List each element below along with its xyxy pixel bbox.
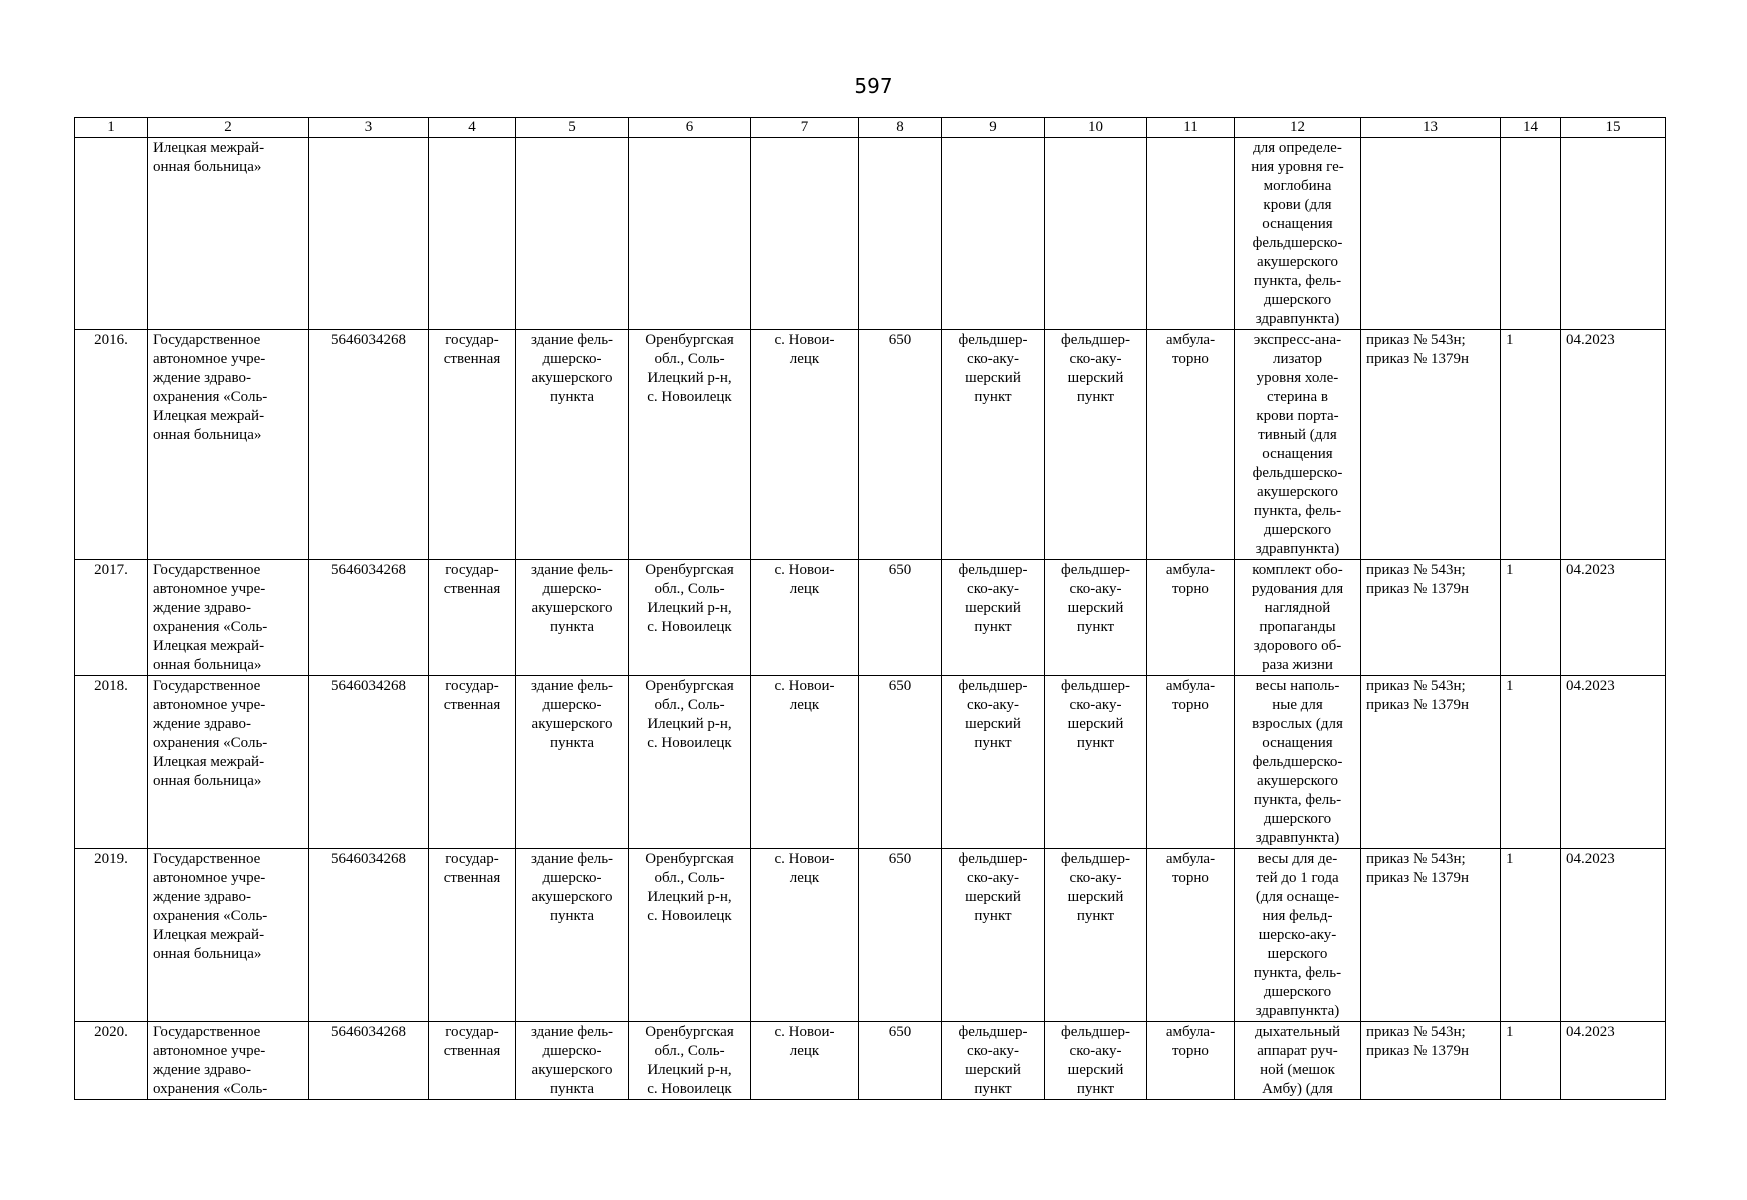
date-cell: 04.2023 — [1561, 1022, 1666, 1100]
column-number: 12 — [1235, 118, 1361, 138]
care-conditions-cell: амбула- торно — [1147, 676, 1235, 849]
equipment-name-cell: для определе- ния уровня ге- моглобина крови (для оснащения фельдшерско- акушерского пункта, фель- дшерского здравпункта) — [1235, 138, 1361, 330]
building-cell: здание фель- дшерско- акушерского пункта — [516, 560, 629, 676]
locality-cell: с. Новои- лецк — [751, 330, 859, 560]
building-cell: здание фель- дшерско- акушерского пункта — [516, 849, 629, 1022]
care-conditions-cell — [1147, 138, 1235, 330]
inn-cell — [309, 138, 429, 330]
address-cell: Оренбургская обл., Соль- Илецкий р-н, с. Новоилецк — [629, 330, 751, 560]
address-cell — [629, 138, 751, 330]
equipment-name-cell: весы для де- тей до 1 года (для оснаще- ния фельд- шерско-аку- шерского пункта, фель- дшерского здравпункта) — [1235, 849, 1361, 1022]
register-table — [74, 117, 1666, 1100]
care-conditions-cell: амбула- торно — [1147, 560, 1235, 676]
organization-name-cell: Илецкая межрай- онная больница» — [148, 138, 309, 330]
row-number-cell: 2020. — [75, 1022, 148, 1100]
row-number-cell: 2017. — [75, 560, 148, 676]
column-number: 13 — [1361, 118, 1501, 138]
inn-cell: 5646034268 — [309, 330, 429, 560]
date-cell: 04.2023 — [1561, 560, 1666, 676]
inn-cell: 5646034268 — [309, 849, 429, 1022]
ownership-form-cell: государ- ственная — [429, 676, 516, 849]
locality-cell — [751, 138, 859, 330]
column-number: 15 — [1561, 118, 1666, 138]
ownership-form-cell: государ- ственная — [429, 1022, 516, 1100]
date-cell — [1561, 138, 1666, 330]
ownership-form-cell — [429, 138, 516, 330]
quantity-cell: 1 — [1501, 1022, 1561, 1100]
row-number-cell: 2016. — [75, 330, 148, 560]
code-cell — [859, 138, 942, 330]
regulation-order-cell: приказ № 543н; приказ № 1379н — [1361, 330, 1501, 560]
organization-name-cell: Государственное автономное учре- ждение здраво- охранения «Соль- Илецкая межрай- онная больница» — [148, 676, 309, 849]
organization-name-cell: Государственное автономное учре- ждение здраво- охранения «Соль- Илецкая межрай- онная больница» — [148, 560, 309, 676]
facility-type-cell: фельдшер- ско-аку- шерский пункт — [942, 676, 1045, 849]
column-number: 5 — [516, 118, 629, 138]
code-cell: 650 — [859, 676, 942, 849]
column-number: 1 — [75, 118, 148, 138]
table-row — [75, 849, 1666, 1022]
address-cell: Оренбургская обл., Соль- Илецкий р-н, с. Новоилецк — [629, 849, 751, 1022]
regulation-order-cell: приказ № 543н; приказ № 1379н — [1361, 676, 1501, 849]
building-cell: здание фель- дшерско- акушерского пункта — [516, 676, 629, 849]
building-cell — [516, 138, 629, 330]
date-cell: 04.2023 — [1561, 849, 1666, 1022]
page-number: 597 — [854, 74, 893, 98]
regulation-order-cell: приказ № 543н; приказ № 1379н — [1361, 560, 1501, 676]
column-number: 9 — [942, 118, 1045, 138]
quantity-cell: 1 — [1501, 849, 1561, 1022]
quantity-cell — [1501, 138, 1561, 330]
locality-cell: с. Новои- лецк — [751, 1022, 859, 1100]
table-row — [75, 676, 1666, 849]
row-number-cell: 2018. — [75, 676, 148, 849]
row-number-cell — [75, 138, 148, 330]
inn-cell: 5646034268 — [309, 560, 429, 676]
regulation-order-cell: приказ № 543н; приказ № 1379н — [1361, 1022, 1501, 1100]
facility-subtype-cell: фельдшер- ско-аку- шерский пункт — [1045, 849, 1147, 1022]
code-cell: 650 — [859, 560, 942, 676]
equipment-name-cell: весы наполь- ные для взрослых (для оснащения фельдшерско- акушерского пункта, фель- дшерского здравпункта) — [1235, 676, 1361, 849]
address-cell: Оренбургская обл., Соль- Илецкий р-н, с. Новоилецк — [629, 1022, 751, 1100]
regulation-order-cell: приказ № 543н; приказ № 1379н — [1361, 849, 1501, 1022]
column-number: 14 — [1501, 118, 1561, 138]
care-conditions-cell: амбула- торно — [1147, 1022, 1235, 1100]
facility-type-cell — [942, 138, 1045, 330]
facility-subtype-cell: фельдшер- ско-аку- шерский пункт — [1045, 1022, 1147, 1100]
column-number: 4 — [429, 118, 516, 138]
column-number: 10 — [1045, 118, 1147, 138]
row-number-cell: 2019. — [75, 849, 148, 1022]
table-row — [75, 560, 1666, 676]
column-number: 8 — [859, 118, 942, 138]
column-number: 7 — [751, 118, 859, 138]
facility-type-cell: фельдшер- ско-аку- шерский пункт — [942, 849, 1045, 1022]
ownership-form-cell: государ- ственная — [429, 560, 516, 676]
date-cell: 04.2023 — [1561, 676, 1666, 849]
care-conditions-cell: амбула- торно — [1147, 849, 1235, 1022]
column-number: 3 — [309, 118, 429, 138]
equipment-name-cell: экспресс-ана- лизатор уровня холе- стерина в крови порта- тивный (для оснащения фельдшерско- акушерского пункта, фель- дшерского здравпункта) — [1235, 330, 1361, 560]
care-conditions-cell: амбула- торно — [1147, 330, 1235, 560]
locality-cell: с. Новои- лецк — [751, 676, 859, 849]
organization-name-cell: Государственное автономное учре- ждение здраво- охранения «Соль- — [148, 1022, 309, 1100]
facility-subtype-cell — [1045, 138, 1147, 330]
equipment-name-cell: комплект обо- рудования для наглядной пропаганды здорового об- раза жизни — [1235, 560, 1361, 676]
code-cell: 650 — [859, 330, 942, 560]
inn-cell: 5646034268 — [309, 1022, 429, 1100]
code-cell: 650 — [859, 849, 942, 1022]
table-row — [75, 330, 1666, 560]
quantity-cell: 1 — [1501, 676, 1561, 849]
locality-cell: с. Новои- лецк — [751, 560, 859, 676]
equipment-name-cell: дыхательный аппарат руч- ной (мешок Амбу) (для — [1235, 1022, 1361, 1100]
inn-cell: 5646034268 — [309, 676, 429, 849]
quantity-cell: 1 — [1501, 560, 1561, 676]
facility-subtype-cell: фельдшер- ско-аку- шерский пункт — [1045, 676, 1147, 849]
building-cell: здание фель- дшерско- акушерского пункта — [516, 1022, 629, 1100]
regulation-order-cell — [1361, 138, 1501, 330]
date-cell: 04.2023 — [1561, 330, 1666, 560]
address-cell: Оренбургская обл., Соль- Илецкий р-н, с. Новоилецк — [629, 676, 751, 849]
address-cell: Оренбургская обл., Соль- Илецкий р-н, с. Новоилецк — [629, 560, 751, 676]
table-row — [75, 138, 1666, 330]
building-cell: здание фель- дшерско- акушерского пункта — [516, 330, 629, 560]
locality-cell: с. Новои- лецк — [751, 849, 859, 1022]
table-row — [75, 1022, 1666, 1100]
facility-type-cell: фельдшер- ско-аку- шерский пункт — [942, 1022, 1045, 1100]
organization-name-cell: Государственное автономное учре- ждение здраво- охранения «Соль- Илецкая межрай- онная больница» — [148, 330, 309, 560]
column-number: 6 — [629, 118, 751, 138]
facility-type-cell: фельдшер- ско-аку- шерский пункт — [942, 330, 1045, 560]
column-number: 2 — [148, 118, 309, 138]
facility-subtype-cell: фельдшер- ско-аку- шерский пункт — [1045, 560, 1147, 676]
facility-subtype-cell: фельдшер- ско-аку- шерский пункт — [1045, 330, 1147, 560]
column-number-row — [75, 118, 1666, 138]
facility-type-cell: фельдшер- ско-аку- шерский пункт — [942, 560, 1045, 676]
column-number: 11 — [1147, 118, 1235, 138]
organization-name-cell: Государственное автономное учре- ждение здраво- охранения «Соль- Илецкая межрай- онная больница» — [148, 849, 309, 1022]
quantity-cell: 1 — [1501, 330, 1561, 560]
code-cell: 650 — [859, 1022, 942, 1100]
ownership-form-cell: государ- ственная — [429, 330, 516, 560]
ownership-form-cell: государ- ственная — [429, 849, 516, 1022]
